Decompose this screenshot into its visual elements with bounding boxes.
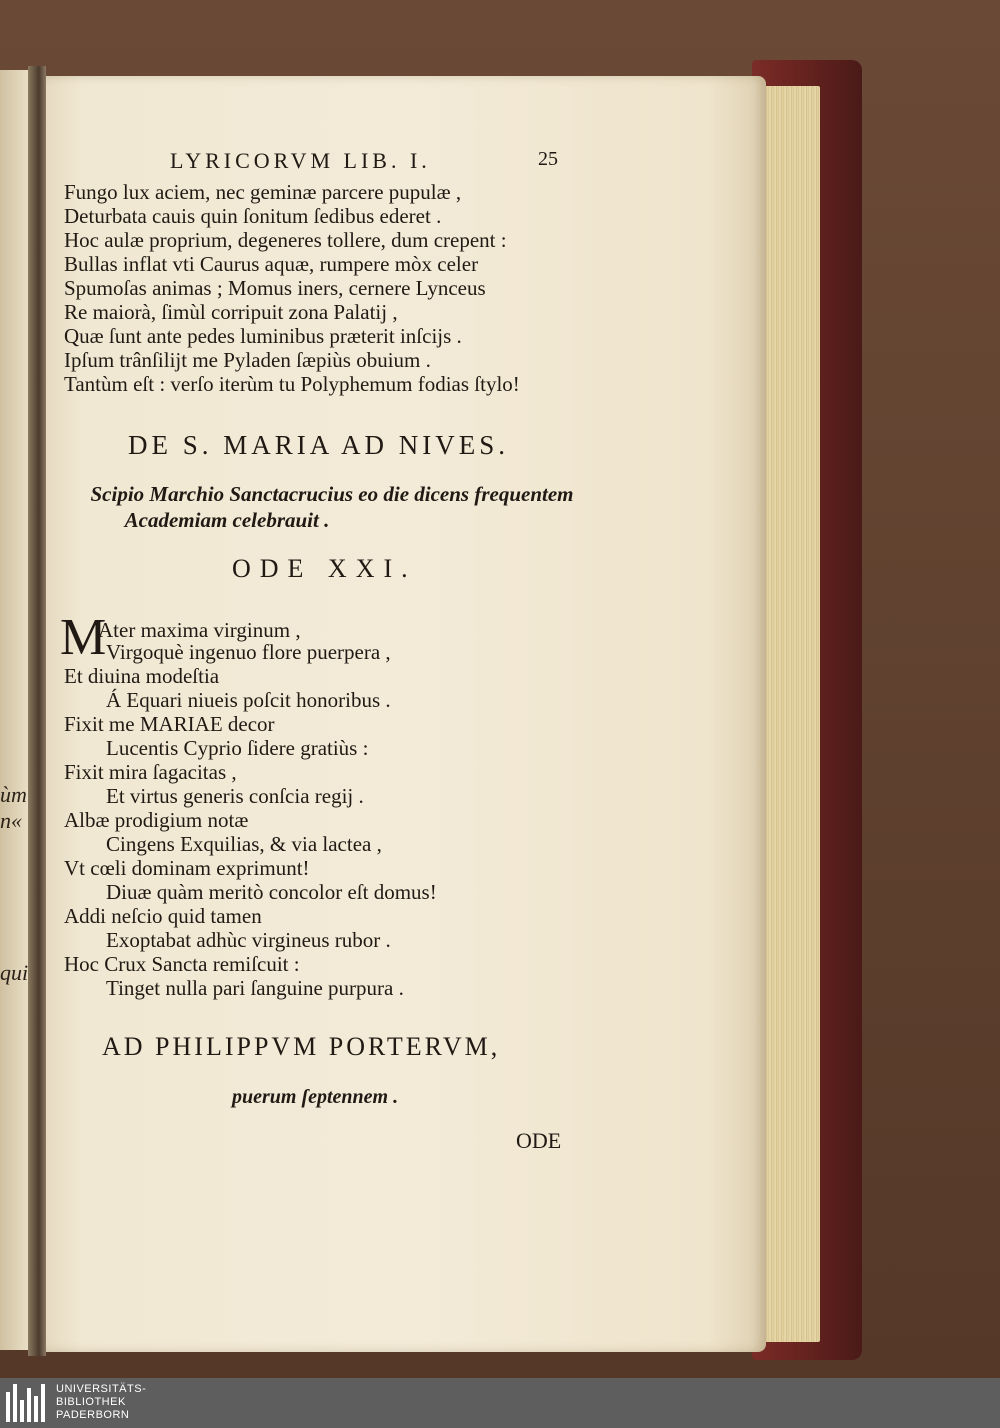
- ode-line: Addi neſcio quid tamen: [64, 904, 262, 928]
- ode-title: ODE XXI.: [232, 554, 417, 583]
- left-page-fragment: ùm: [0, 782, 27, 807]
- page-number: 25: [538, 148, 558, 170]
- ode-line: Hoc Crux Sancta remiſcuit :: [64, 952, 300, 976]
- verse-line: Spumoſas animas ; Momus iners, cernere Lynceus: [64, 276, 486, 300]
- next-poem-heading: AD PHILIPPVM PORTERVM,: [102, 1032, 501, 1061]
- verse-line: Bullas inflat vti Caurus aquæ, rumpere mòx celer: [64, 252, 479, 276]
- verse-line: Tantùm eſt : verſo iterùm tu Polyphemum fodias ſtylo!: [64, 372, 520, 396]
- ode-line: Cingens Exquilias, & via lactea ,: [106, 832, 382, 856]
- section-heading: DE S. MARIA AD NIVES.: [128, 430, 510, 460]
- library-name-line1: UNIVERSITÄTS-: [56, 1383, 147, 1395]
- ode-line: Á Equari niueis poſcit honoribus .: [106, 688, 391, 712]
- verse-line: Deturbata cauis quin ſonitum ſedibus ederet .: [64, 204, 442, 228]
- next-poem-subheading: puerum ſeptennem .: [232, 1086, 399, 1108]
- left-page-fragment: n«: [0, 808, 22, 833]
- drop-cap: M: [60, 609, 107, 666]
- verse-line: Hoc aulæ proprium, degeneres tollere, dum crepent :: [64, 228, 507, 252]
- ode-line: Diuæ quàm meritò concolor eſt domus!: [106, 880, 437, 904]
- verse-line: Re maiorà, ſimùl corripuit zona Palatij ,: [64, 300, 398, 324]
- verse-line: Fungo lux aciem, nec geminæ parcere pupulæ ,: [64, 180, 462, 204]
- ode-line: Albæ prodigium notæ: [64, 808, 249, 832]
- verse-line: Ipſum trânſilijt me Pyladen ſæpiùs obuium .: [64, 348, 431, 372]
- ode-line: Et virtus generis conſcia regij .: [106, 784, 364, 808]
- left-page-fragment: qui: [0, 960, 29, 985]
- ode-line: Fixit mira ſagacitas ,: [64, 760, 237, 784]
- ode-line: Lucentis Cyprio ſidere gratiùs :: [106, 736, 369, 760]
- ode-line: Tinget nulla pari ſanguine purpura .: [106, 976, 404, 1000]
- library-name-line3: PADERBORN: [56, 1409, 130, 1421]
- ode-line: Vt cœli dominam exprimunt!: [64, 856, 310, 880]
- ode-line: Et diuina modeſtia: [64, 664, 220, 688]
- ode-line: Exoptabat adhùc virgineus rubor .: [106, 928, 391, 952]
- book-gutter: [28, 66, 46, 1356]
- ode-line: Fixit me MARIAE decor: [64, 712, 275, 736]
- library-footer-banner: [0, 1378, 1000, 1428]
- library-name-line2: BIBLIOTHEK: [56, 1396, 126, 1408]
- library-logo-icon: [6, 1384, 48, 1422]
- library-logo-text: [56, 1383, 146, 1422]
- page-edges: [762, 86, 820, 1342]
- ode-line: Virgoquè ingenuo flore puerpera ,: [106, 640, 391, 664]
- verse-line: Quæ ſunt ante pedes luminibus præterit inſcijs .: [64, 324, 462, 348]
- running-head: LYRICORVM LIB. I.: [170, 148, 431, 173]
- dedication-line: Academiam celebrauit .: [124, 508, 330, 532]
- dedication-line: Scipio Marchio Sanctacrucius eo die dicens frequentem: [90, 482, 574, 506]
- ode-line: Ater maxima virginum ,: [98, 618, 301, 642]
- catchword: ODE: [516, 1128, 562, 1153]
